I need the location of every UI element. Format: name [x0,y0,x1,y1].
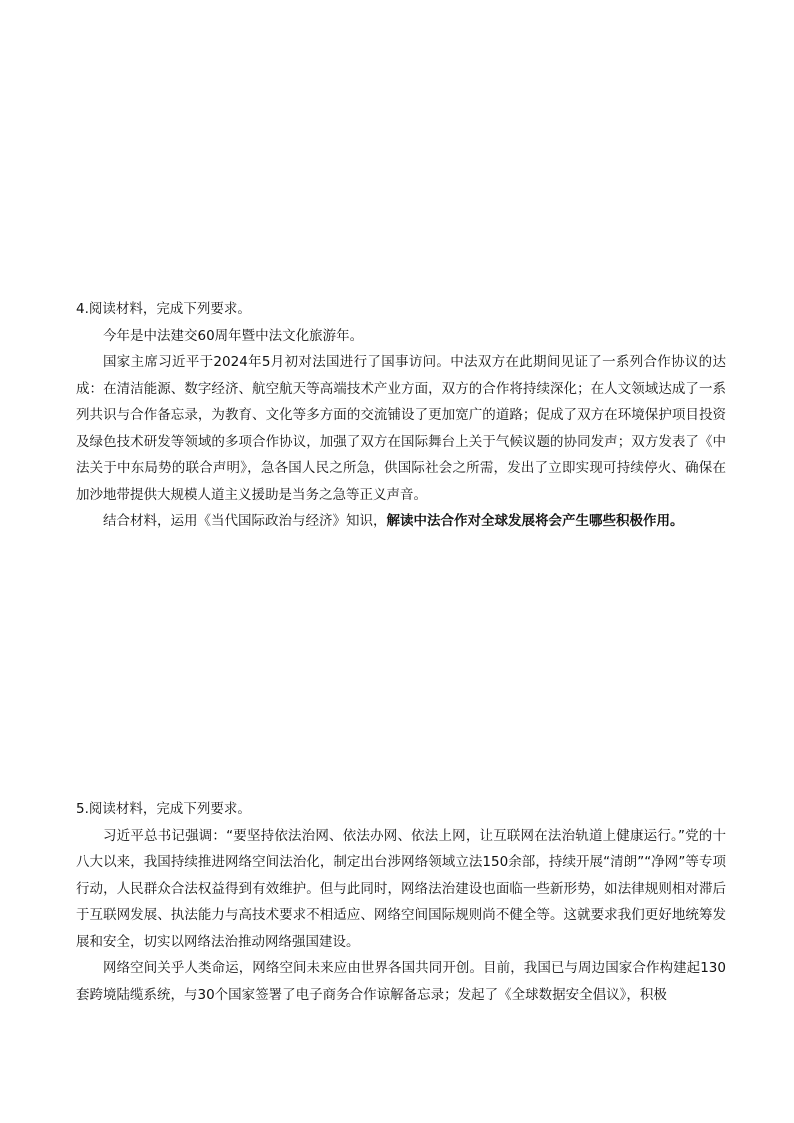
question-4-paragraph-1: 今年是中法建交60周年暨中法文化旅游年。 [103,327,364,344]
question-5-paragraph-2: 网络空间关乎人类命运，网络空间未来应由世界各国共同开创。目前，我国已与周边国家合作构建起130套跨境陆缆系统，与30个国家签署了电子商务合作谅解备忘录；发起了《全球数据安全倡议》，积极 [76,960,726,1003]
question-4-title: 4.阅读材料，完成下列要求。 [76,301,251,317]
question-4-prompt-emphasis: 解读中法合作对全球发展将会产生哪些积极作用。 [386,513,684,529]
question-4-paragraph-2: 国家主席习近平于2024年5月初对法国进行了国事访问。中法双方在此期间见证了一系列合作协议的达成：在清洁能源、数字经济、航空航天等高端技术产业方面，双方的合作将持续深化；在人文领域达成了一系列共识与合作备忘录，为教育、文化等多方面的交流铺设了更加宽广的道路；促成了双方在环境保护项目投资及绿色技术研发等领域的多项合作协议，加强了双方在国际舞台上关于气候议题的协同发声；双方发表了《中法关于中东局势的联合声明》，急各国人民之所急，供国际社会之所需，发出了立即实现可持续停火、确保在加沙地带提供大规模人道主义援助是当务之急等正义声音。 [76,354,726,503]
question-4 [76,296,726,535]
question-5-title: 5.阅读材料，完成下列要求。 [76,801,251,817]
question-5 [76,796,726,1008]
question-5-paragraph-1: 习近平总书记强调：“要坚持依法治网、依法办网、依法上网，让互联网在法治轨道上健康运行。”党的十八大以来，我国持续推进网络空间法治化，制定出台涉网络领域立法150余部，持续开展“清朗”“净网”等专项行动，人民群众合法权益得到有效维护。但与此同时，网络法治建设也面临一些新形势，如法律规则相对滞后于互联网发展、执法能力与高技术要求不相适应、网络空间国际规则尚不健全等。这就要求我们更好地统筹发展和安全，切实以网络法治推动网络强国建设。 [76,827,726,950]
question-4-prompt [76,508,726,535]
question-4-prompt-text: 结合材料，运用《当代国际政治与经济》知识， [103,513,387,529]
